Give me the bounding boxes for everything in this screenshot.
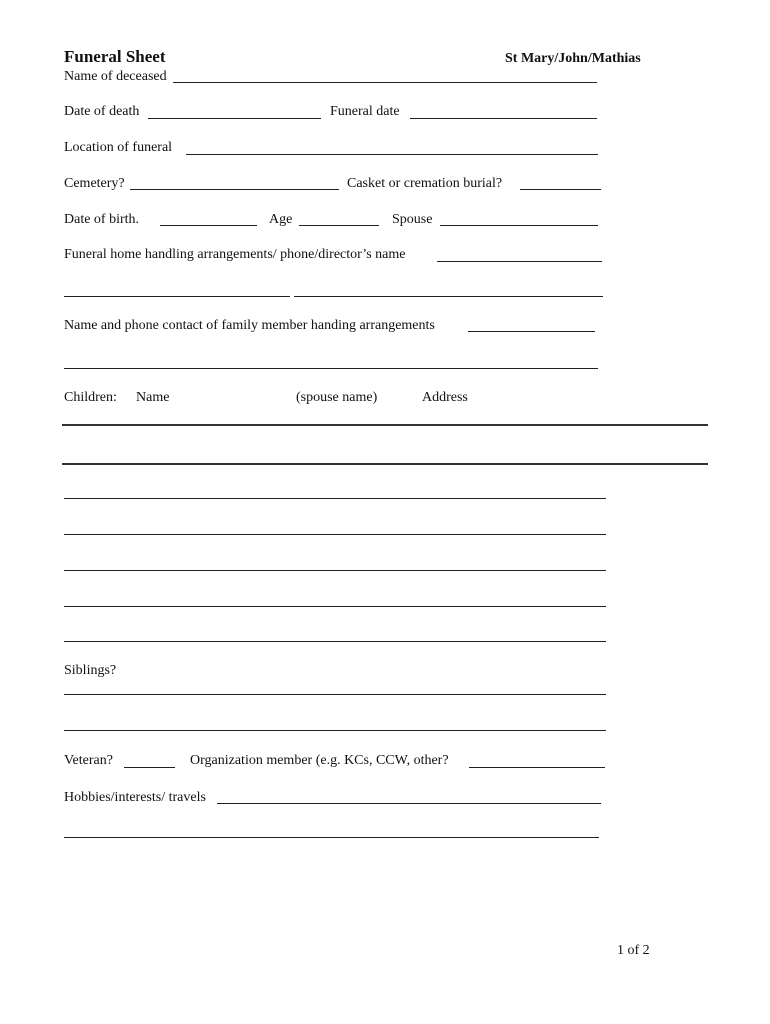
date-of-death-label: Date of death [64, 104, 140, 119]
siblings-label: Siblings? [64, 663, 117, 678]
family-contact-label: Name and phone contact of family member handing arrangements [64, 318, 435, 333]
organization-member-label: Organization member (e.g. KCs, CCW, other? [190, 753, 449, 768]
funeral-home-field-line2a[interactable] [64, 296, 290, 297]
name-of-deceased-field[interactable] [173, 82, 597, 83]
age-label: Age [269, 212, 293, 227]
children-line-1[interactable] [64, 498, 606, 499]
page-title: Funeral Sheet [64, 47, 166, 66]
family-contact-field-line2[interactable] [64, 368, 598, 369]
parish-name: St Mary/John/Mathias [505, 51, 641, 66]
age-field[interactable] [299, 225, 379, 226]
page-number: 1 of 2 [617, 943, 650, 958]
funeral-date-field[interactable] [410, 118, 597, 119]
hobbies-field[interactable] [217, 803, 601, 804]
casket-cremation-field[interactable] [520, 189, 601, 190]
siblings-line-2[interactable] [64, 730, 606, 731]
children-line-5[interactable] [64, 641, 606, 642]
cemetery-field[interactable] [130, 189, 339, 190]
children-label: Children: [64, 390, 117, 405]
date-of-death-field[interactable] [148, 118, 321, 119]
hobbies-label: Hobbies/interests/ travels [64, 790, 206, 805]
location-of-funeral-label: Location of funeral [64, 140, 173, 155]
cemetery-label: Cemetery? [64, 176, 125, 191]
funeral-home-field-line2b[interactable] [294, 296, 603, 297]
funeral-home-label: Funeral home handling arrangements/ phone/director’s name [64, 247, 406, 262]
organization-member-field[interactable] [469, 767, 605, 768]
casket-cremation-label: Casket or cremation burial? [347, 176, 503, 191]
location-of-funeral-field[interactable] [186, 154, 598, 155]
spouse-label: Spouse [392, 212, 433, 227]
children-name-header: Name [136, 390, 170, 405]
funeral-home-field[interactable] [437, 261, 602, 262]
hobbies-field-line2[interactable] [64, 837, 599, 838]
children-rule-2[interactable] [62, 463, 708, 465]
siblings-line-1[interactable] [64, 694, 606, 695]
children-line-4[interactable] [64, 606, 606, 607]
veteran-label: Veteran? [64, 753, 113, 768]
veteran-field[interactable] [124, 767, 175, 768]
date-of-birth-field[interactable] [160, 225, 257, 226]
children-rule-1[interactable] [62, 424, 708, 426]
children-line-3[interactable] [64, 570, 606, 571]
family-contact-field[interactable] [468, 331, 595, 332]
date-of-birth-label: Date of birth. [64, 212, 140, 227]
spouse-field[interactable] [440, 225, 598, 226]
children-spouse-header: (spouse name) [296, 390, 378, 405]
funeral-date-label: Funeral date [330, 104, 400, 119]
name-of-deceased-label: Name of deceased [64, 69, 167, 84]
children-line-2[interactable] [64, 534, 606, 535]
children-address-header: Address [422, 390, 468, 405]
